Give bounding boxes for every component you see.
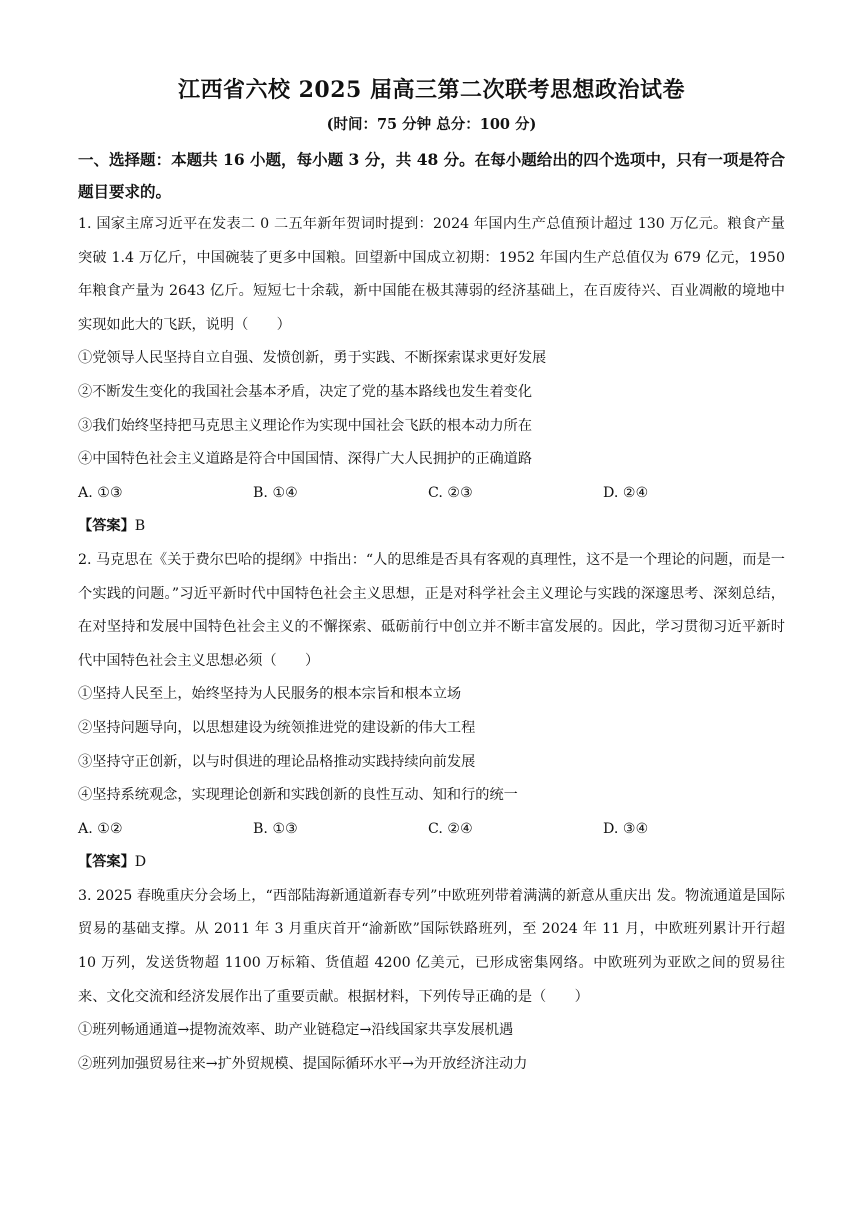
exam-title: 江西省六校 2025 届高三第二次联考思想政治试卷 bbox=[177, 77, 686, 103]
statement-option: ①班列畅通通道→提物流效率、助产业链稳定→沿线国家共享发展机遇 bbox=[78, 1022, 514, 1039]
statement-option: ②班列加强贸易往来→扩外贸规模、提国际循环水平→为开放经济注动力 bbox=[78, 1055, 528, 1072]
statement-option: ①党领导人民坚持自立自强、发愤创新，勇于实践、不断探索谋求更好发展 bbox=[78, 350, 547, 367]
statement-option: ①坚持人民至上，始终坚持为人民服务的根本宗旨和根本立场 bbox=[78, 686, 462, 703]
choice-a: A. ①③ bbox=[78, 484, 123, 501]
question-1 bbox=[78, 208, 785, 544]
statement-option: ③我们始终坚持把马克思主义理论作为实现中国社会飞跃的根本动力所在 bbox=[78, 417, 533, 434]
question-3 bbox=[78, 880, 785, 1082]
exam-subtitle: (时间：75 分钟 总分：100 分) bbox=[326, 116, 537, 133]
statement-option: ②不断发生变化的我国社会基本矛盾，决定了党的基本路线也发生着变化 bbox=[78, 383, 533, 400]
answer-line bbox=[78, 846, 785, 880]
answer-choices bbox=[78, 813, 785, 847]
answer-value: D bbox=[134, 854, 147, 871]
question-stem: 2. 马克思在《关于费尔巴哈的提纲》中指出：“人的思维是否具有客观的真理性，这不是一个理论的问题，而是一个实践的问题。”习近平新时代中国特色社会主义思想，正是对科学社会主义理论与实践的深邃思考、深刻总结，在对坚持和发展中国特色社会主义的不懈探索、砥砺前行中创立并不断丰富发展的。因此，学习贯彻习近平新时代中国特色社会主义思想必须（ ） bbox=[78, 551, 785, 669]
statement-option: ④中国特色社会主义道路是符合中国国情、深得广大人民拥护的正确道路 bbox=[78, 451, 533, 468]
choice-b: B. ①③ bbox=[253, 820, 298, 837]
choice-a: A. ①② bbox=[78, 820, 123, 837]
answer-label: 【答案】 bbox=[78, 854, 135, 871]
statement-option: ③坚持守正创新，以与时俱进的理论品格推动实践持续向前发展 bbox=[78, 753, 476, 770]
choice-d: D. ②④ bbox=[603, 484, 649, 501]
question-stem: 3. 2025 春晚重庆分会场上，“西部陆海新通道新春专列”中欧班列带着满满的新意从重庆出 发。物流通道是国际贸易的基础支撑。从 2011 年 3 月重庆首开“渝新欧”国际铁路班列，至 2024 年 11 月，中欧班列累计开行超 10 万列，发送货物超 1100 万标箱、货值超 4200 亿美元，已形成密集网络。中欧班列为亚欧之间的贸易往来、文化交流和经济发展作出了重要贡献。根据材料，下列传导正确的是（ ） bbox=[78, 887, 785, 1005]
answer-value: B bbox=[134, 518, 146, 535]
answer-choices bbox=[78, 477, 785, 511]
choice-c: C. ②④ bbox=[428, 820, 473, 837]
statement-option: ②坚持问题导向，以思想建设为统领推进党的建设新的伟大工程 bbox=[78, 719, 476, 736]
choice-b: B. ①④ bbox=[253, 484, 298, 501]
section-heading: 一、选择题：本题共 16 小题，每小题 3 分，共 48 分。在每小题给出的四个选项中，只有一项是符合题目要求的。 bbox=[78, 150, 785, 201]
question-2 bbox=[78, 544, 785, 880]
answer-line bbox=[78, 510, 785, 544]
choice-d: D. ③④ bbox=[603, 820, 649, 837]
question-stem: 1. 国家主席习近平在发表二 0 二五年新年贺词时提到：2024 年国内生产总值预计超过 130 万亿元。粮食产量突破 1.4 万亿斤，中国碗装了更多中国粮。回望新中国成立初期：1952 年国内生产总值仅为 679 亿元，1950 年粮食产量为 2643 亿斤。短短七十余载，新中国能在极其薄弱的经济基础上，在百废待兴、百业凋敝的境地中实现如此大的飞跃，说明（ ） bbox=[78, 216, 785, 333]
answer-label: 【答案】 bbox=[78, 518, 135, 535]
choice-c: C. ②③ bbox=[428, 484, 473, 501]
statement-option: ④坚持系统观念，实现理论创新和实践创新的良性互动、知和行的统一 bbox=[78, 787, 518, 804]
